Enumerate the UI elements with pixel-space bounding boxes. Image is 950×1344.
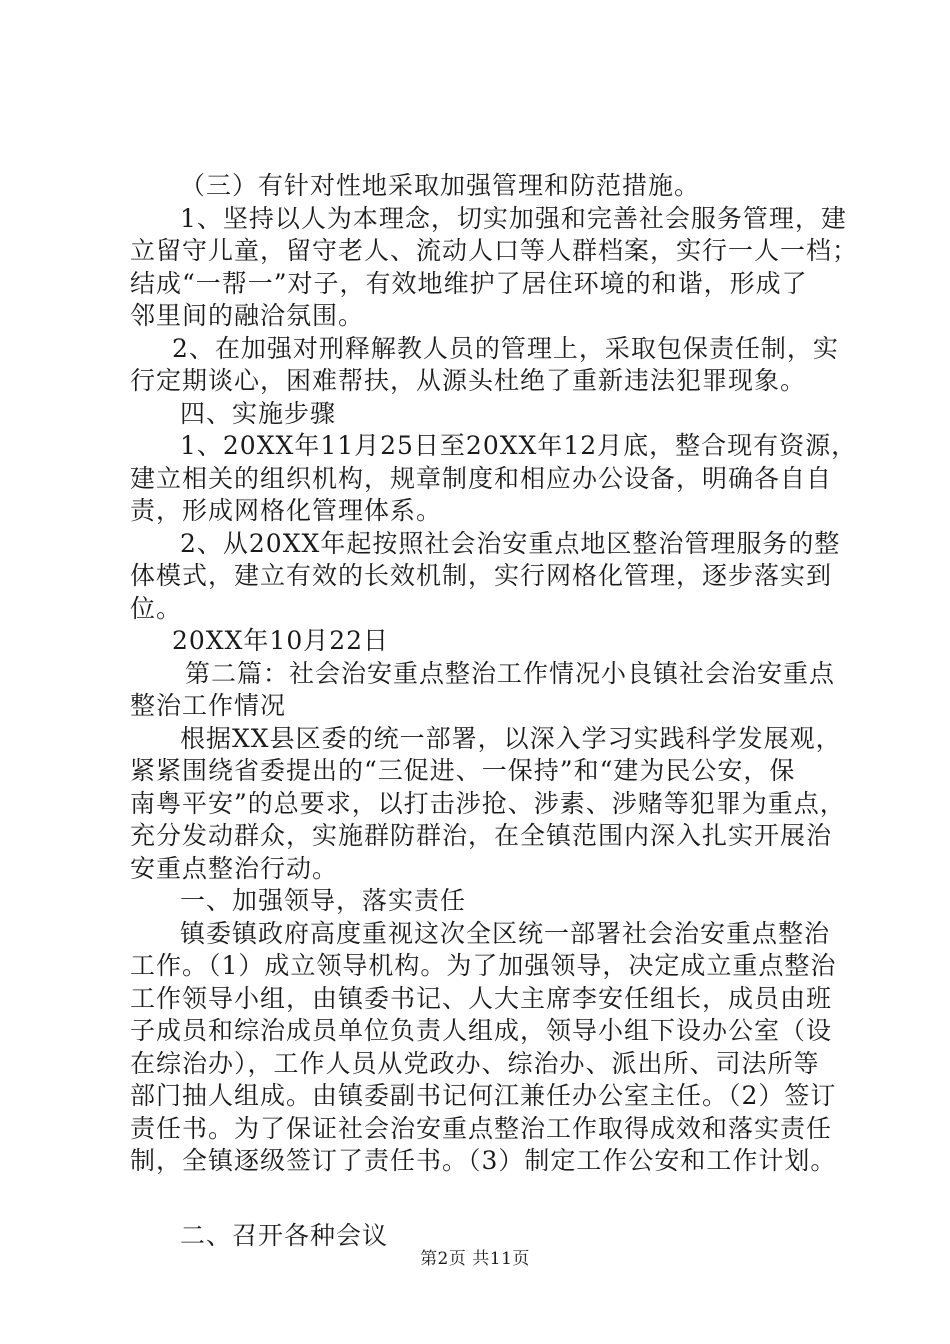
document-date: 20XX年10月22日 — [172, 626, 390, 655]
paragraph-line: 紧紧围绕省委提出的“三促进、一保持”和“建为民公安，保 — [130, 756, 796, 785]
chapter-title: 第二篇：社会治安重点整治工作情况小良镇社会治安重点 — [185, 658, 836, 688]
chapter-title: 整治工作情况 — [130, 691, 287, 720]
document-body — [130, 170, 859, 1252]
section-heading: 四、实施步骤 — [180, 398, 337, 428]
paragraph-line: 南粤平安”的总要求，以打击涉抢、涉素、涉赌等犯罪为重点， — [130, 788, 846, 818]
paragraph-line: 1、20XX年11月25日至20XX年12月底，整合现有资源， — [180, 431, 858, 460]
section-heading: 二、召开各种会议 — [180, 1220, 389, 1250]
paragraph-line: 立留守儿童，留守老人、流动人口等人群档案，实行一人一档； — [130, 236, 859, 265]
paragraph-line: 镇委镇政府高度重视这次全区统一部署社会治安重点整治 — [180, 918, 831, 948]
paragraph-line: 责任书。为了保证社会治安重点整治工作取得成效和落实责任 — [130, 1113, 833, 1143]
paragraph-line: 根据XX县区委的统一部署，以深入学习实践科学发展观， — [180, 723, 842, 753]
paragraph-line: 行定期谈心，困难帮扶，从源头杜绝了重新违法犯罪现象。 — [130, 366, 807, 395]
paragraph-line: 结成“一帮一”对子，有效地维护了居住环境的和谐，形成了 — [130, 268, 808, 298]
paragraph-line: 工作领导小组，由镇委书记、人大主席李安任组长，成员由班 — [130, 983, 833, 1013]
paragraph-line: 在综治办），工作人员从党政办、综治办、派出所、司法所等 — [130, 1048, 820, 1078]
paragraph-spacer — [130, 1178, 830, 1220]
paragraph-line: 责，形成网格化管理体系。 — [130, 496, 443, 525]
section-heading: （三）有针对性地采取加强管理和防范措施。 — [180, 171, 701, 200]
paragraph-line: 1、坚持以人为本理念，切实加强和完善社会服务管理，建 — [180, 203, 847, 233]
section-heading: 一、加强领导，落实责任 — [180, 886, 467, 915]
paragraph-line: 部门抽人组成。由镇委副书记何江兼任办公室主任。（2）签订 — [130, 1081, 837, 1110]
paragraph-line: 2、在加强对刑释解教人员的管理上，采取包保责任制，实 — [172, 333, 839, 363]
paragraph-line: 体模式，建立有效的长效机制，实行网格化管理，逐步落实到 — [130, 561, 833, 590]
paragraph-line: 子成员和综治成员单位负责人组成，领导小组下设办公室（设 — [130, 1016, 833, 1045]
paragraph-line: 工作。（1）成立领导机构。为了加强领导，决定成立重点整治 — [130, 951, 837, 980]
paragraph-line: 邻里间的融洽氛围。 — [130, 301, 365, 330]
paragraph-line: 位。 — [130, 593, 183, 623]
page-footer: 第2页 共11页 — [420, 1249, 530, 1269]
paragraph-line: 充分发动群众，实施群防群治，在全镇范围内深入扎实开展治 — [130, 821, 833, 850]
paragraph-line: 安重点整治行动。 — [130, 853, 339, 883]
paragraph-line: 制，全镇逐级签订了责任书。（3）制定工作公安和工作计划。 — [130, 1146, 837, 1175]
paragraph-line: 2、从20XX年起按照社会治安重点地区整治管理服务的整 — [180, 528, 841, 558]
paragraph-line: 建立相关的组织机构，规章制度和相应办公设备，明确各自自 — [130, 463, 833, 493]
